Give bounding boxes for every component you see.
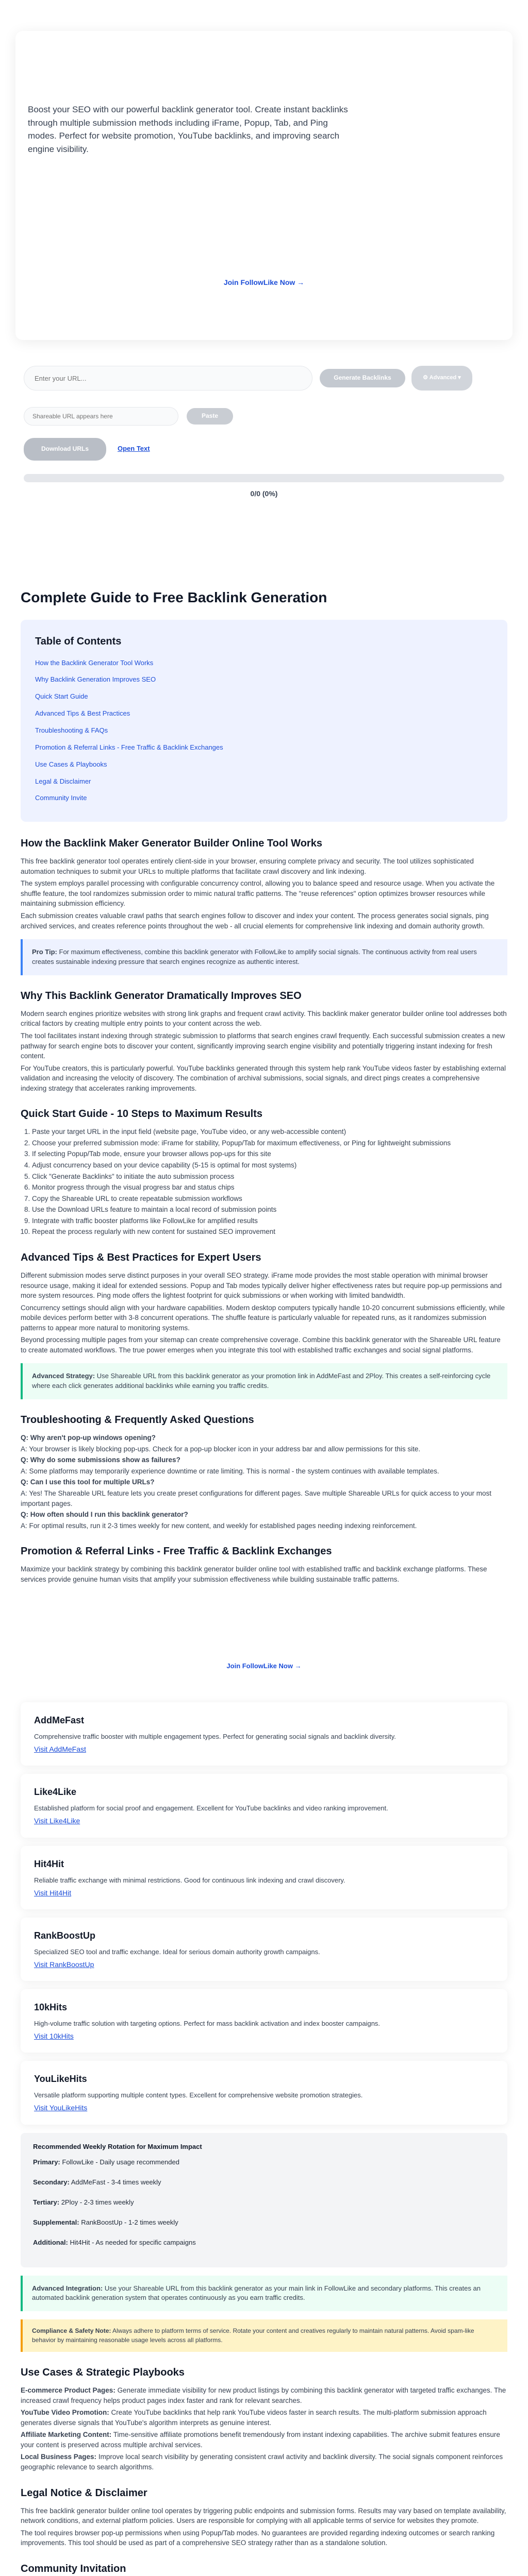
paragraph: Each submission creates valuable crawl paths that search engines follow to discover and index your content. The process generates social signals, ping archived services, and creates reference points throughout the web - all crucial elements for comprehensive link indexing and domain authority growth. — [21, 912, 489, 930]
paragraph: The tool facilitates instant indexing through strategic submission to platforms that search engines crawl frequently. Each successful submission creates a new pathway for search engine bots to discover your content, significantly improving search engine visibility and potentially triggering instant indexing for fresh content. — [21, 1031, 505, 1060]
list-item: 9. Integrate with traffic booster platforms like FollowLike for amplified results — [32, 1216, 507, 1226]
paragraph: Maximize your backlink strategy by combining this backlink generator builder online tool with established traffic and backlink exchange platforms. These services provide genuine human visits that amplify your submission effectiveness while building sustainable traffic patterns. — [21, 1565, 487, 1583]
toc-link[interactable]: Community Invite — [35, 794, 87, 802]
faq-question: Q: Why aren't pop-up windows opening? — [21, 1434, 156, 1442]
faq-question: Q: Why do some submissions show as failures? — [21, 1456, 180, 1464]
platform-link[interactable]: Visit YouLikeHits — [34, 2104, 88, 2112]
integration-text: Use your Shareable URL from this backlink generator as your main link in FollowLike and secondary platforms. This creates an automated backlink generation system that operates continuously as you earn traffic credits. — [32, 2284, 481, 2302]
rotation-item: Primary: FollowLike - Daily usage recommended — [33, 2158, 179, 2166]
section-heading-troubleshooting: Troubleshooting & Frequently Asked Questions — [21, 1414, 254, 1426]
compliance-label: Compliance & Safety Note: — [32, 2327, 111, 2335]
paragraph: This free backlink generator builder online tool operates by triggering public endpoints and submission forms. Results may vary based on template availability, network conditions, and external platform policies. Users are responsible for complying with all applicable terms of service for websites they promote. — [21, 2506, 506, 2525]
guide-title: Complete Guide to Free Backlink Generation — [21, 589, 327, 605]
section-heading-legal: Legal Notice & Disclaimer — [21, 2487, 147, 2499]
hero-description: Boost your SEO with our powerful backlink generator tool. Create instant backlinks through multiple submission methods including iFrame, Popup, Tab, and Ping modes. Perfect for website promotion, YouTube backlinks, and improving search engine visibility. — [28, 105, 348, 154]
platform-description: Versatile platform supporting multiple content types. Excellent for comprehensive website promotion strategies. — [34, 2091, 363, 2099]
paragraph: Modern search engines prioritize websites with strong link graphs and frequent crawl activity. This backlink maker generator builder online tool addresses both critical factors by creating multiple entry points to your content across the web. — [21, 1009, 507, 1028]
hero-cta — [15, 277, 513, 287]
list-item: 10. Repeat the process regularly with new content for sustained SEO improvement — [32, 1227, 507, 1237]
advanced-strategy-label: Advanced Strategy: — [32, 1372, 95, 1380]
section-heading-promotion: Promotion & Referral Links - Free Traffic & Backlink Exchanges — [21, 1546, 332, 1557]
list-item: 8. Use the Download URLs feature to maintain a local record of submission points — [32, 1205, 507, 1215]
followlike-cta — [21, 1662, 507, 1671]
platform-link[interactable]: Visit Hit4Hit — [34, 1888, 72, 1897]
pro-tip-box — [21, 939, 507, 975]
section-heading-advanced: Advanced Tips & Best Practices for Expert Users — [21, 1251, 261, 1263]
url-input[interactable] — [24, 366, 312, 391]
section-heading-community: Community Invitation — [21, 2563, 126, 2574]
toc-link[interactable]: Why Backlink Generation Improves SEO — [35, 675, 156, 684]
platform-name: 10kHits — [34, 2002, 68, 2013]
platform-link[interactable]: Visit 10kHits — [34, 2032, 74, 2041]
platform-description: Established platform for social proof and engagement. Excellent for YouTube backlinks and video ranking improvement. — [34, 1804, 388, 1812]
section-heading-quick-start: Quick Start Guide - 10 Steps to Maximum Results — [21, 1108, 263, 1120]
open-text-link[interactable]: Open Text — [118, 445, 150, 452]
table-of-contents — [21, 620, 507, 822]
platform-description: Comprehensive traffic booster with multiple engagement types. Perfect for generating social signals and backlink diversity. — [34, 1733, 396, 1741]
hero-card — [15, 31, 513, 340]
pro-tip-text: For maximum effectiveness, combine this backlink generator with FollowLike to amplify social signals. The continuous activity from real users creates sustainable indexing pressure that search engines recognize as authentic interest. — [32, 948, 477, 965]
list-item: 6. Monitor progress through the visual progress bar and status chips — [32, 1182, 507, 1193]
platform-description: High-volume traffic solution with targeting options. Perfect for mass backlink activation and index booster campaigns. — [34, 2020, 381, 2028]
platform-card — [21, 1774, 507, 1837]
weekly-rotation-title: Recommended Weekly Rotation for Maximum Impact — [33, 2142, 202, 2150]
paragraph: This free backlink generator tool operates entirely client-side in your browser, ensuring complete privacy and security. The tool utilizes sophisticated automation techniques to submit your URLs to multiple platforms that facilitate crawl discovery and link indexing. — [21, 857, 474, 875]
shareable-url-input[interactable] — [24, 407, 178, 426]
list-item: 7. Copy the Shareable URL to create repeatable submission workflows — [32, 1194, 507, 1204]
progress-bar — [24, 474, 504, 482]
platform-name: Like4Like — [34, 1787, 77, 1798]
faq-list — [21, 1433, 507, 1531]
rotation-item: Secondary: AddMeFast - 3-4 times weekly — [33, 2178, 161, 2187]
join-followlike-link[interactable]: Join FollowLike Now → — [226, 1662, 302, 1670]
paste-button[interactable]: Paste — [187, 408, 233, 425]
toc-link[interactable]: Troubleshooting & FAQs — [35, 726, 108, 734]
use-case: YouTube Video Promotion: Create YouTube backlinks that help rank YouTube videos faster in search results. The multi-platform submission approach generates diverse signals that YouTube's algorithm interprets as genuine interest. — [21, 2409, 487, 2427]
progress-label: 0/0 (0%) — [250, 489, 278, 498]
list-item: 4. Adjust concurrency based on your device capability (5-15 is optimal for most systems) — [32, 1160, 507, 1171]
platform-name: AddMeFast — [34, 1715, 85, 1726]
faq-answer: A: Yes! The Shareable URL feature lets you create preset configurations for different pages. Save multiple Shareable URLs for quick access to your most important pages. — [21, 1489, 491, 1507]
toc-link[interactable]: How the Backlink Generator Tool Works — [35, 658, 154, 667]
advanced-strategy-box — [21, 1363, 507, 1399]
platform-link[interactable]: Visit Like4Like — [34, 1817, 80, 1825]
url-row — [24, 366, 504, 392]
faq-answer: A: Some platforms may temporarily experience downtime or rate limiting. This is normal - the system continues with available templates. — [21, 1467, 439, 1475]
platform-description: Specialized SEO tool and traffic exchange. Ideal for serious domain authority growth campaigns. — [34, 1947, 320, 1956]
platform-card — [21, 2061, 507, 2124]
use-case: Affiliate Marketing Content: Time-sensitive affiliate promotions benefit tremendously from instant indexing capabilities. The archive submit features ensure your content is preserved across multiple archival services. — [21, 2431, 500, 2449]
join-followlike-link[interactable]: Join FollowLike Now → — [223, 278, 305, 286]
platform-card — [21, 1918, 507, 1981]
toc-title: Table of Contents — [35, 635, 122, 647]
steps-list — [21, 1127, 507, 1237]
rotation-item: Supplemental: RankBoostUp - 1-2 times weekly — [33, 2218, 178, 2226]
backlink-tool-panel — [15, 355, 513, 505]
platform-link[interactable]: Visit RankBoostUp — [34, 1960, 94, 1969]
section-heading-how: How the Backlink Maker Generator Builder Online Tool Works — [21, 838, 322, 850]
section-heading-use-cases: Use Cases & Strategic Playbooks — [21, 2367, 185, 2379]
platform-card — [21, 1989, 507, 2053]
download-row — [24, 438, 333, 462]
share-row — [24, 407, 333, 428]
use-case: Local Business Pages: Improve local search visibility by generating consistent crawl activity and backlink diversity. The social signals component reinforces geographic relevance to search algorithms. — [21, 2453, 503, 2471]
paragraph: Concurrency settings should align with your hardware capabilities. Modern desktop computers typically handle 10-20 concurrent submissions efficiently, while mobile devices perform better with 3-8 concurrent operations. The shuffle feature is particularly valuable for repeated runs, as it randomizes submission patterns to appear more natural to monitoring systems. — [21, 1303, 505, 1332]
compliance-text: Always adhere to platform terms of service. Rotate your content and creatives regularly to maintain natural patterns. Avoid spam-like behavior by maintaining reasonable usage levels across all platforms. — [32, 2327, 474, 2344]
platform-card — [21, 1702, 507, 1766]
section-heading-why: Why This Backlink Generator Dramatically Improves SEO — [21, 990, 302, 1002]
use-case: E-commerce Product Pages: Generate immediate visibility for new product listings by combining this backlink generator with targeted traffic exchanges. The increased crawl frequency helps product pages index faster and rank for relevant searches. — [21, 2386, 506, 2404]
list-item: 2. Choose your preferred submission mode: iFrame for stability, Popup/Tab for maximum effectiveness, or Ping for lightweight submissions — [32, 1138, 507, 1148]
generate-backlinks-button[interactable]: Generate Backlinks — [320, 369, 405, 387]
platform-name: RankBoostUp — [34, 1930, 96, 1941]
rotation-item: Tertiary: 2Ploy - 2-3 times weekly — [33, 2198, 134, 2207]
toc-link[interactable]: Use Cases & Playbooks — [35, 760, 107, 768]
toc-link[interactable]: Advanced Tips & Best Practices — [35, 709, 130, 718]
weekly-rotation-box — [21, 2133, 507, 2267]
list-item: 5. Click "Generate Backlinks" to initiate the auto submission process — [32, 1172, 507, 1182]
toc-link[interactable]: Promotion & Referral Links - Free Traffic & Backlink Exchanges — [35, 743, 223, 751]
toc-link[interactable]: Legal & Disclaimer — [35, 777, 91, 785]
integration-label: Advanced Integration: — [32, 2284, 103, 2292]
download-urls-button[interactable]: Download URLs — [24, 438, 106, 461]
platform-card — [21, 1846, 507, 1909]
rotation-item: Additional: Hit4Hit - As needed for specific campaigns — [33, 2238, 196, 2246]
faq-answer: A: For optimal results, run it 2-3 times weekly for new content, and weekly for established pages needing indexing reinforcement. — [21, 1521, 417, 1530]
paragraph: Beyond processing multiple pages from your sitemap can create comprehensive coverage. Combine this backlink generator with the Shareable URL feature to create automated workflows. The true power emerges when you integrate this tool with established traffic exchanges and social signal platforms. — [21, 1336, 501, 1354]
platform-link[interactable]: Visit AddMeFast — [34, 1745, 86, 1754]
paragraph: The tool requires browser pop-up permissions when using Popup/Tab modes. No guarantees are provided regarding indexing outcomes or search ranking improvements. This tool should be used as part of a comprehensive SEO strategy rather than as a standalone solution. — [21, 2529, 495, 2547]
platform-name: YouLikeHits — [34, 2074, 87, 2084]
paragraph: Different submission modes serve distinct purposes in your overall SEO strategy. iFrame mode provides the most stable operation with minimal browser resource usage, making it ideal for extended sessions. Popup and Tab modes typically deliver higher effectiveness rates but require pop-up permissions and more system resources. Ping mode offers the lightest footprint for quick submissions or when working with limited bandwidth. — [21, 1271, 502, 1300]
toc-link[interactable]: Quick Start Guide — [35, 692, 88, 701]
paragraph: For YouTube creators, this is particularly powerful. YouTube backlinks generated through this system help rank YouTube videos faster by establishing external validation and increasing the velocity of discovery. The combination of archival submissions, social signals, and direct pings creates a comprehensive indexing strategy that accelerates ranking improvements. — [21, 1064, 506, 1092]
list-item: 3. If selecting Popup/Tab mode, ensure your browser allows pop-ups for this site — [32, 1149, 507, 1159]
compliance-box — [21, 2319, 507, 2352]
platform-name: Hit4Hit — [34, 1858, 64, 1869]
paragraph: The system employs parallel processing with configurable concurrency control, allowing you to balance speed and resource usage. When you activate the shuffle feature, the tool randomizes submission order to mimic natural traffic patterns. The "reuse references" option optimizes browser resources while maintaining submission efficiency. — [21, 879, 495, 908]
integration-box — [21, 2276, 507, 2312]
guide-article — [21, 587, 507, 2576]
faq-question: Q: How often should I run this backlink generator? — [21, 1511, 188, 1519]
advanced-settings-button[interactable]: ⚙ Advanced ▾ — [411, 366, 472, 391]
pro-tip-label: Pro Tip: — [32, 948, 57, 956]
list-item: 1. Paste your target URL in the input field (website page, YouTube video, or any web-accessible content) — [32, 1127, 507, 1137]
faq-question: Q: Can I use this tool for multiple URLs? — [21, 1478, 155, 1486]
advanced-strategy-text: Use Shareable URL from this backlink generator as your promotion link in AddMeFast and 2Ploy. This creates a self-reinforcing cycle where each click generates additional backlinks while earning you traffic credits. — [32, 1372, 491, 1390]
platform-description: Reliable traffic exchange with minimal restrictions. Good for continuous link indexing and crawl discovery. — [34, 1876, 345, 1884]
faq-answer: A: Your browser is likely blocking pop-ups. Check for a pop-up blocker icon in your address bar and allow permissions for this site. — [21, 1445, 421, 1453]
